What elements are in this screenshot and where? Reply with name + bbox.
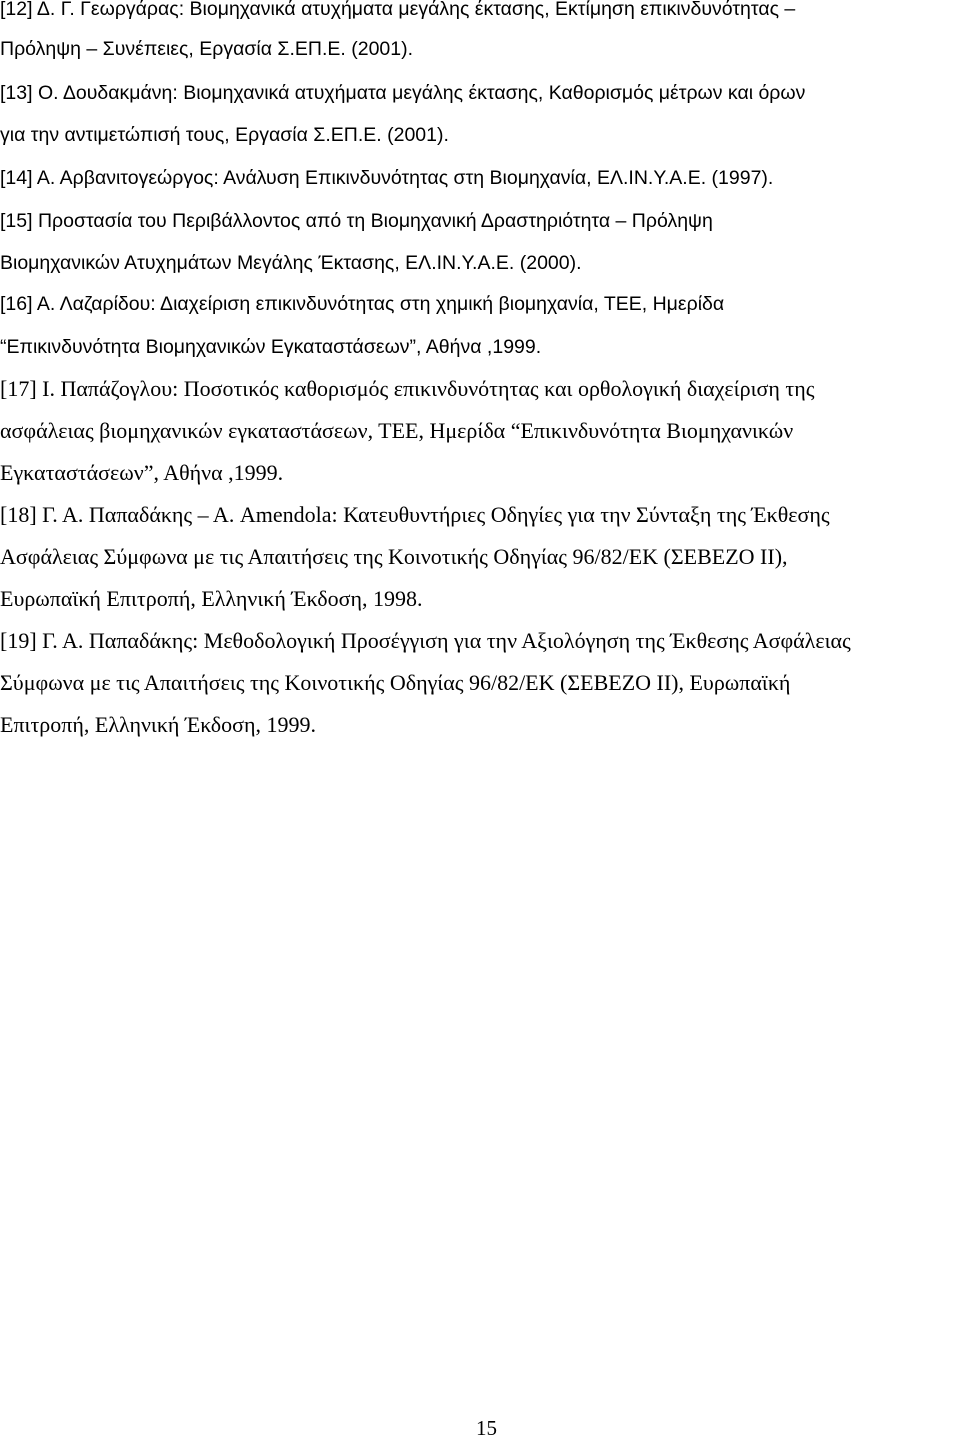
reference-15-line-1: [15] Προστασία του Περιβάλλοντος από τη Βιομηχανική Δραστηριότητα – Πρόληψη [0,210,713,232]
reference-18-line-3: Ευρωπαϊκή Επιτροπή, Ελληνική Έκδοση, 1998. [0,586,423,611]
reference-17-line-1: [17] Ι. Παπάζογλου: Ποσοτικός καθορισμός επικινδυνότητας και ορθολογική διαχείριση της [0,376,815,401]
page-number: 15 [476,1416,497,1440]
reference-17-line-3: Εγκαταστάσεων”, Αθήνα ,1999. [0,460,284,485]
reference-18-line-1: [18] Γ. Α. Παπαδάκης – Α. Amendola: Κατευθυντήριες Οδηγίες για την Σύνταξη της Έκθεσης [0,502,830,527]
reference-12-line-1: [12] Δ. Γ. Γεωργάρας: Βιομηχανικά ατυχήματα μεγάλης έκτασης, Εκτίμηση επικινδυνότητας – [0,0,796,20]
reference-13-line-2: για την αντιμετώπισή τους, Εργασία Σ.ΕΠ.Ε. (2001). [0,124,449,146]
reference-14-line-1: [14] Α. Αρβανιτογεώργος: Ανάλυση Επικινδυνότητας στη Βιομηχανία, ΕΛ.ΙΝ.Υ.Α.Ε. (1997). [0,167,774,189]
reference-19-line-1: [19] Γ. Α. Παπαδάκης: Μεθοδολογική Προσέγγιση για την Αξιολόγηση της Έκθεσης Ασφάλειας [0,628,851,653]
reference-18-line-2: Ασφάλειας Σύμφωνα με τις Απαιτήσεις της Κοινοτικής Οδηγίας 96/82/ΕΚ (ΣΕΒΕΖΟ ΙΙ), [0,544,788,569]
reference-19-line-3: Επιτροπή, Ελληνική Έκδοση, 1999. [0,712,317,737]
reference-13-line-1: [13] Ο. Δουδακμάνη: Βιομηχανικά ατυχήματα μεγάλης έκτασης, Καθορισμός μέτρων και όρων [0,82,806,104]
reference-19-line-2: Σύμφωνα με τις Απαιτήσεις της Κοινοτικής Οδηγίας 96/82/ΕΚ (ΣΕΒΕΖΟ ΙΙ), Ευρωπαϊκή [0,670,791,695]
reference-17-line-2: ασφάλειας βιομηχανικών εγκαταστάσεων, ΤΕΕ, Ημερίδα “Επικινδυνότητα Βιομηχανικών [0,418,794,443]
reference-16-line-1: [16] Α. Λαζαρίδου: Διαχείριση επικινδυνότητας στη χημική βιομηχανία, ΤΕΕ, Ημερίδα [0,293,725,315]
reference-15-line-2: Βιομηχανικών Ατυχημάτων Μεγάλης Έκτασης, ΕΛ.ΙΝ.Υ.Α.Ε. (2000). [0,252,582,274]
reference-12-line-2: Πρόληψη – Συνέπειες, Εργασία Σ.ΕΠ.Ε. (2001). [0,38,414,60]
reference-16-line-2: “Επικινδυνότητα Βιομηχανικών Εγκαταστάσεων”, Αθήνα ,1999. [0,336,542,358]
